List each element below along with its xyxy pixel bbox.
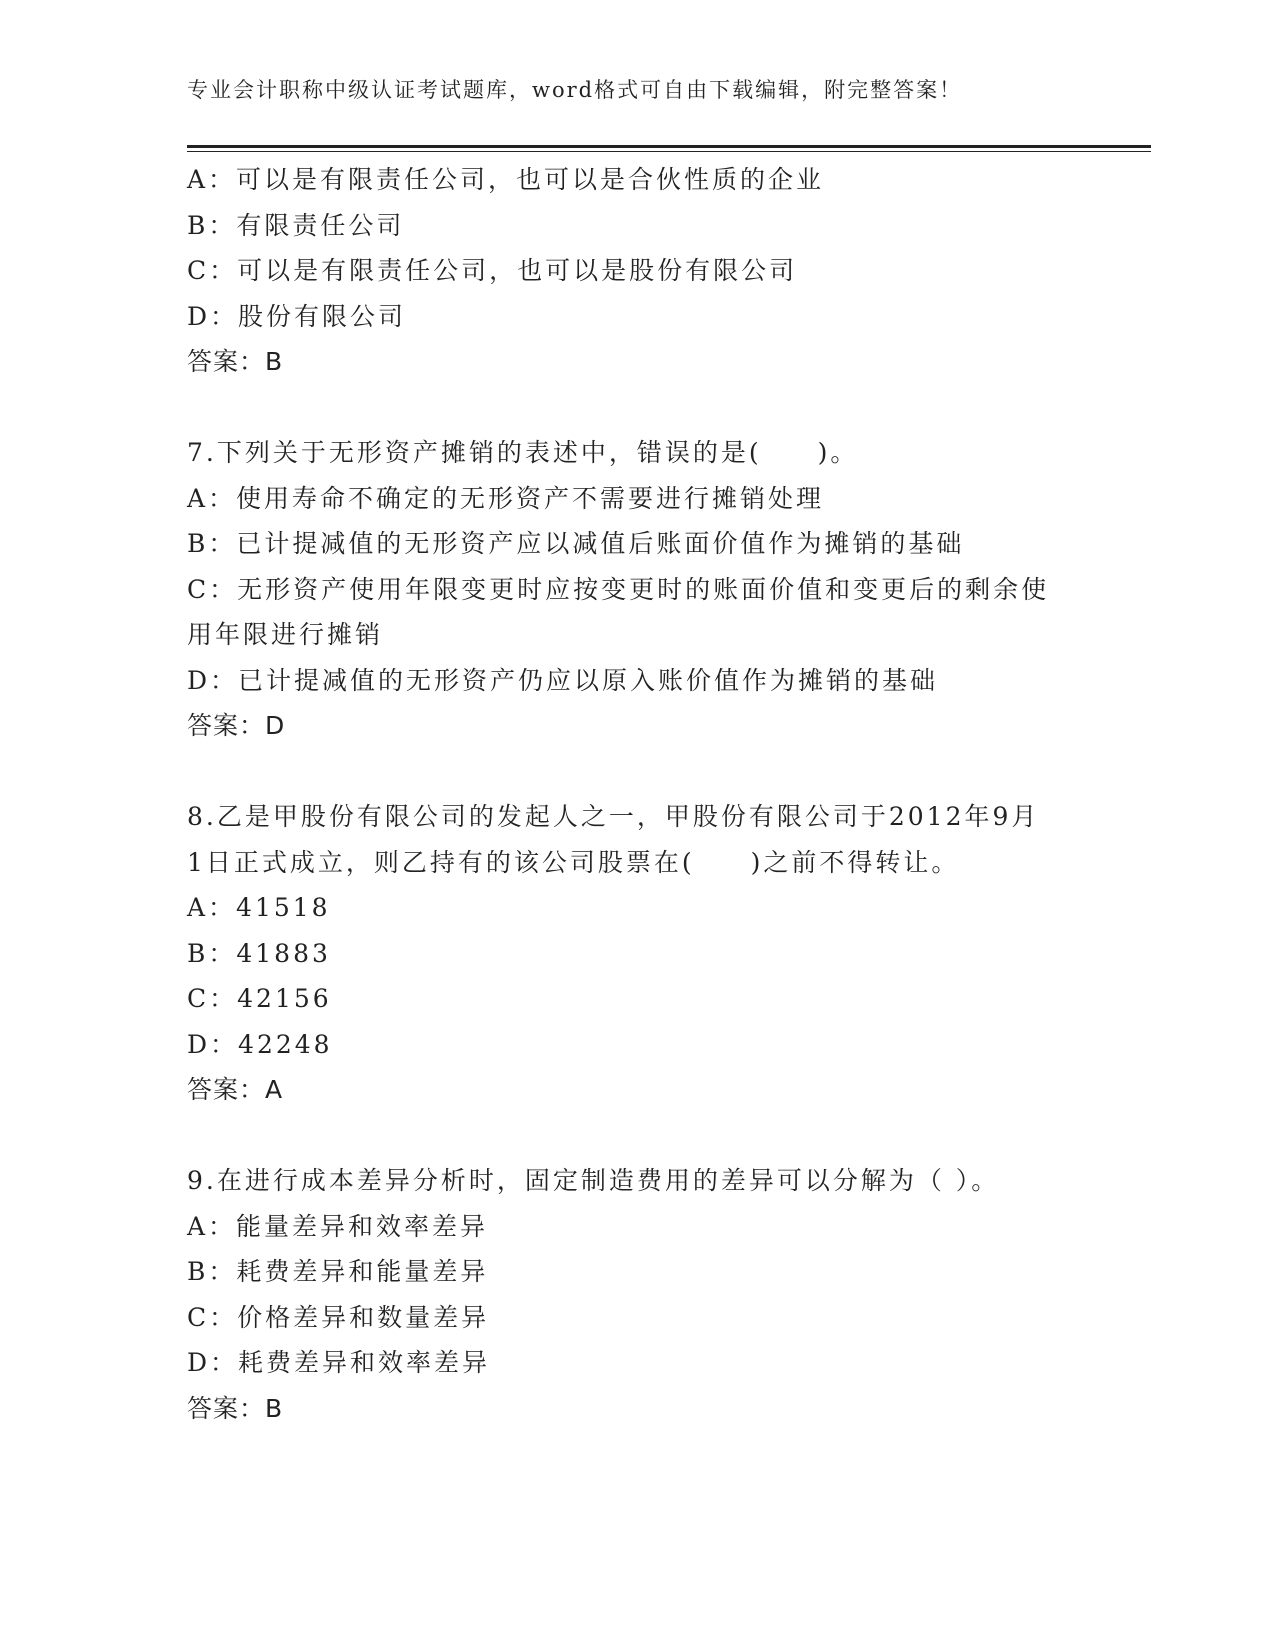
question-8 [187,794,1087,1113]
spacer [187,385,1087,431]
option-d: D：42248 [187,1029,333,1059]
question-stem: 7.下列关于无形资产摊销的表述中，错误的是( )。 [187,438,859,467]
question-7 [187,430,1087,749]
option-c: C：42156 [187,984,332,1013]
option-c: C：可以是有限责任公司，也可以是股份有限公司 [187,256,798,285]
question-stem: 8.乙是甲股份有限公司的发起人之一，甲股份有限公司于2012年9月 [187,802,1040,831]
question-6 [187,157,1087,385]
option-b: B：耗费差异和能量差异 [187,1257,489,1286]
option-b: B：有限责任公司 [187,210,405,240]
option-a: A：可以是有限责任公司，也可以是合伙性质的企业 [187,165,825,194]
question-stem-continued: 1日正式成立，则乙持有的该公司股票在( )之前不得转让。 [187,847,960,877]
option-a: A：使用寿命不确定的无形资产不需要进行摊销处理 [187,483,825,513]
page-header: 专业会计职称中级认证考试题库，word格式可自由下载编辑，附完整答案！ [187,78,963,102]
option-b: B：41883 [187,938,331,968]
answer: 答案：B [187,347,284,376]
header-divider-thick [187,145,1151,148]
option-d: D：股份有限公司 [187,301,407,331]
answer: 答案：D [187,711,286,740]
spacer [187,1113,1087,1159]
option-a: A：41518 [187,893,331,922]
answer: 答案：B [187,1393,284,1423]
option-d: D：耗费差异和效率差异 [187,1348,491,1377]
option-c: C：价格差异和数量差异 [187,1302,490,1332]
spacer [187,749,1087,795]
question-9 [187,1158,1087,1431]
option-c: C：无形资产使用年限变更时应按变更时的账面价值和变更后的剩余使 [187,574,1050,604]
question-list [187,157,1087,1431]
option-b: B：已计提减值的无形资产应以减值后账面价值作为摊销的基础 [187,529,965,558]
option-d: D：已计提减值的无形资产仍应以原入账价值作为摊销的基础 [187,665,939,695]
option-c-continued: 用年限进行摊销 [187,620,384,649]
answer: 答案：A [187,1075,284,1104]
header-divider-thin [187,151,1151,152]
question-stem: 9.在进行成本差异分析时，固定制造费用的差异可以分解为（ ）。 [187,1166,1000,1195]
option-a: A：能量差异和效率差异 [187,1211,489,1241]
